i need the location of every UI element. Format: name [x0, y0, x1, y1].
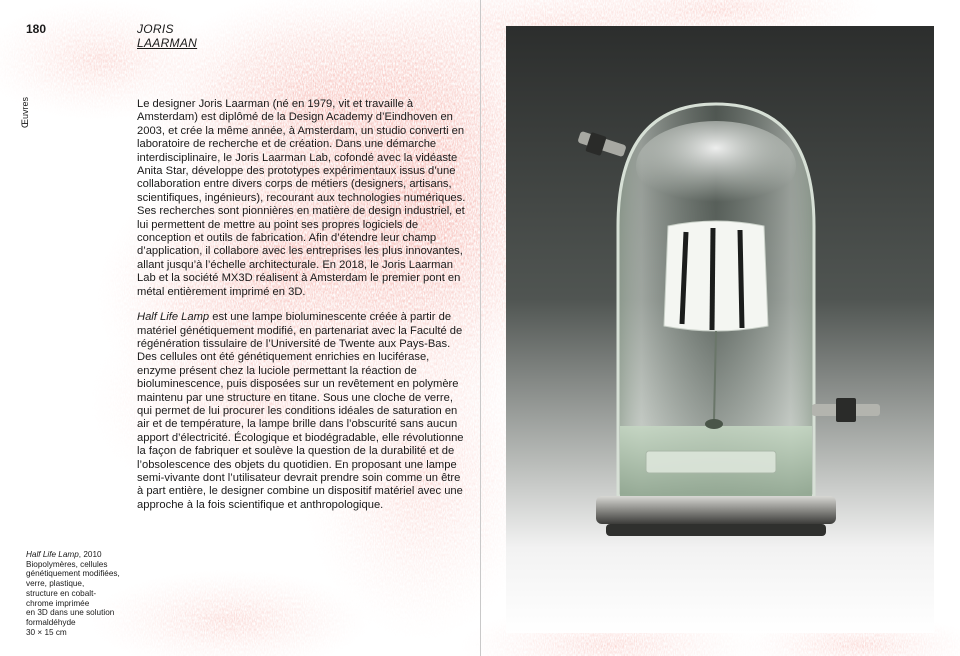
body-text: [137, 98, 467, 524]
caption-year: , 2010: [78, 550, 102, 559]
body-paragraph-1: Le designer Joris Laarman (né en 1979, vit et travaille à Amsterdam) est diplômé de la Design Academy d’Eindhoven en 2003, et crée la même année, à Amsterdam, un studio converti en laboratoire de recherche et de création. Dans une démarche interdisciplinaire, le Joris Laarman Lab, cofondé avec la vidéaste Anita Star, développe des prototypes expérimentaux issus d’une collaboration entre divers corps de métiers (designers, artisans, scientifiques, ingénieurs), recourant aux technologies numériques. Ses recherches sont pionnières en matière de design industriel, et lui permettent de mettre au point ses propres logiciels de conception et outils de fabrication. Afin d’étendre leur champ d’application, il collabore avec les entreprises les plus innovantes, allant jusqu’à l’échelle architecturale. En 2018, le Joris Laarman Lab et la société MX3D réalisent à Amsterdam le premier pont en métal entièrement imprimé en 3D.: [137, 98, 466, 298]
caption-line: structure en cobalt-: [26, 588, 97, 598]
running-title: [137, 22, 197, 50]
work-title: Half Life Lamp: [137, 311, 210, 324]
section-label: Œuvres: [20, 96, 30, 128]
caption-heading: [26, 550, 136, 560]
lamp-shade: [664, 221, 768, 331]
caption-title: Half Life Lamp: [26, 550, 79, 559]
body-paragraph-2-text: est une lampe bioluminescente créée à partir de matériel génétiquement modifié, en partenariat avec la Faculté de régénération tissulaire de l’Université de Twente aux Pays-Bas. Des cellules ont été génétiquement enrichies en luciférase, enzyme présent chez la luciole permettant la réaction de bioluminescence, puis disposées sur un revêtement en polymère maintenu par une structure en titane. Sous une cloche de verre, qui permet de lui procurer les conditions idéales de saturation en air et de température, la lampe brille dans l’obscurité sans aucun apport d’électricité. Écologique et biodégradable, elle révolutionne la façon de fabriquer et soulève la question de la durabilité et de l’obsolescence des objets du quotidien. En proposant une lampe semi-vivante dont l’utilisateur devrait prendre soin comme un être à part entière, le designer combine un dispositif matériel avec une approche à la fois scientifique et anthropologique.: [137, 311, 464, 511]
caption-line: Biopolymères, cellules: [26, 559, 108, 569]
artwork-caption: [26, 550, 136, 637]
caption-line: chrome imprimée: [26, 598, 90, 608]
page-gutter: [480, 0, 481, 656]
caption-line: verre, plastique,: [26, 579, 85, 589]
caption-line: formaldéhyde: [26, 617, 76, 627]
caption-line: 30 × 15 cm: [26, 627, 67, 637]
caption-line: génétiquement modifiées,: [26, 569, 120, 579]
lamp-photograph: [506, 26, 934, 633]
lamp-base: [596, 496, 836, 524]
running-title-line1: JORIS: [137, 22, 174, 36]
page-number: 180: [26, 22, 47, 36]
caption-line: en 3D dans une solution: [26, 608, 115, 618]
body-paragraph-2: [137, 311, 467, 512]
running-title-line2: LAARMAN: [137, 36, 198, 50]
